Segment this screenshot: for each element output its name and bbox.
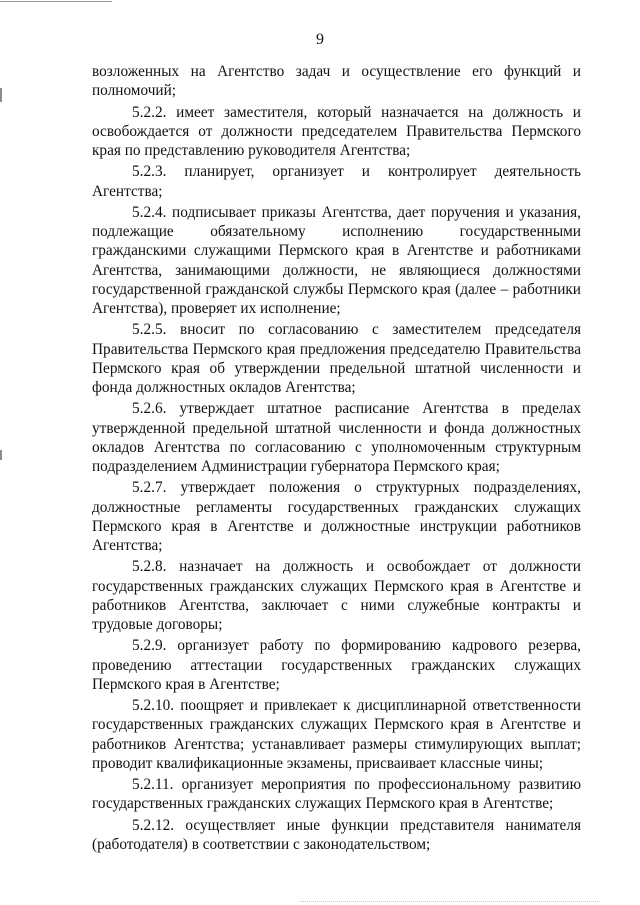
- paragraph-5-2-9: 5.2.9. организует работу по формированию кадрового резерва, проведению аттестации государственных гражданских служащих Пермского края в Агентстве;: [92, 637, 581, 693]
- scan-top-rule: [0, 1, 112, 2]
- paragraph-5-2-8: 5.2.8. назначает на должность и освобождает от должности государственных гражданских служащих Пермского края в Агентстве и работников Агентства, заключает с ними служебные контракты и трудовые договоры;: [92, 558, 581, 633]
- paragraph-5-2-10: 5.2.10. поощряет и привлекает к дисциплинарной ответственности государственных гражданских служащих Пермского края в Агентстве и работников Агентства; устанавливает размеры стимулирующих выплат; проводит квалификационные экзамены, присваивает классные чины;: [92, 697, 581, 772]
- paragraph-5-2-11: 5.2.11. организует мероприятия по профессиональному развитию государственных гражданских служащих Пермского края в Агентстве;: [92, 776, 581, 813]
- paragraph-5-2-12: 5.2.12. осуществляет иные функции представителя нанимателя (работодателя) в соответствии с законодательством;: [92, 816, 581, 853]
- paragraph-5-2-3: 5.2.3. планирует, организует и контролирует деятельность Агентства;: [92, 163, 581, 200]
- scan-edge-mark: [0, 450, 2, 460]
- paragraph-5-2-6: 5.2.6. утверждает штатное расписание Агентства в пределах утвержденной предельной штатной численности и фонда должностных окладов Агентства по согласованию с уполномоченным структурным подразделением Администрации губернатора Пермского края;: [92, 400, 581, 475]
- paragraph-5-2-2: 5.2.2. имеет заместителя, который назначается на должность и освобождается от должности председателем Правительства Пермского края по представлению руководителя Агентства;: [92, 103, 581, 159]
- paragraph-continuation: возложенных на Агентство задач и осуществление его функций и полномочий;: [92, 63, 581, 100]
- scan-bottom-noise: [300, 901, 600, 902]
- document-body: [92, 62, 581, 854]
- page-number: 9: [316, 31, 324, 48]
- paragraph-5-2-7: 5.2.7. утверждает положения о структурных подразделениях, должностные регламенты государственных гражданских служащих Пермского края в Агентстве и должностные инструкции работников Агентства;: [92, 479, 581, 554]
- scan-edge-mark: [0, 88, 2, 102]
- paragraph-5-2-4: 5.2.4. подписывает приказы Агентства, дает поручения и указания, подлежащие обязательному исполнению государственными гражданскими служащими Пермского края в Агентстве и работниками Агентства, занимающими должности, не являющиеся должностями государственной гражданской службы Пермского края (далее – работники Агентства), проверяет их исполнение;: [92, 203, 581, 317]
- paragraph-5-2-5: 5.2.5. вносит по согласованию с заместителем председателя Правительства Пермского края предложения председателю Правительства Пермского края об утверждении предельной штатной численности и фонда должностных окладов Агентства;: [92, 321, 581, 396]
